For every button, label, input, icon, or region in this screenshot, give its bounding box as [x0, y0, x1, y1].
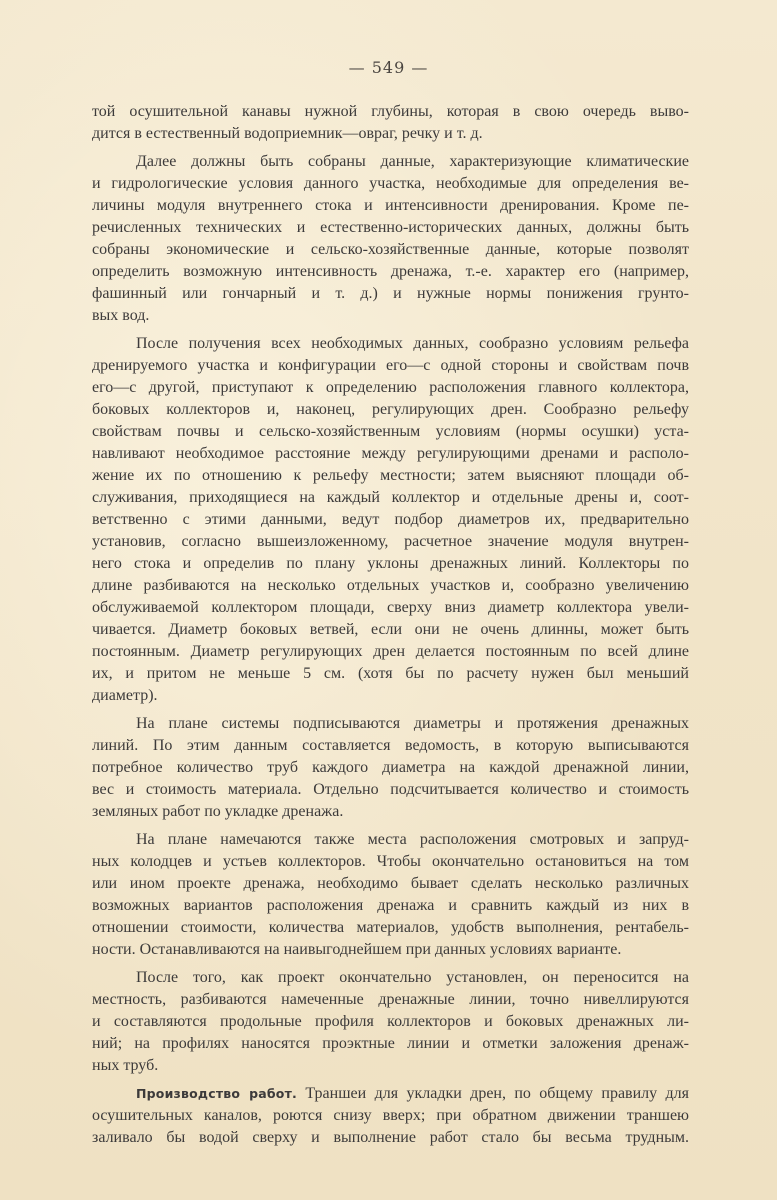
text-line: дится в естественный водоприемник—овраг, речку и т. д. [92, 125, 483, 142]
text-line: заливало бы водой сверху и выполнение работ стало бы весьма трудным. [92, 1129, 689, 1146]
text-line: или ином проекте дренажа, необходимо бывает сделать несколько различных [92, 875, 689, 892]
text-line: дренируемого участка и конфигурации его—с одной стороны и свойствам почв [92, 357, 689, 374]
text-line: диаметр). [92, 687, 158, 704]
text-line: осушительных каналов, роются снизу вверх; при обратном движении траншею [92, 1107, 689, 1124]
text-line: и гидрологические условия данного участка, необходимые для определения ве- [92, 175, 689, 192]
text-line: На плане системы подписываются диаметры и протяжения дренажных [136, 715, 689, 732]
text-line: собраны экономические и сельско-хозяйственные данные, которые позволят [92, 241, 689, 258]
text-line: ных колодцев и устьев коллекторов. Чтобы окончательно остановиться на том [92, 853, 689, 870]
text-line: свойствам почвы и сельско-хозяйственным условиям (нормы осушки) уста- [92, 423, 689, 440]
text-line: отношении стоимости, количества материалов, удобств выполнения, рентабель- [92, 919, 689, 936]
text-line: жение их по отношению к рельефу местности; затем выясняют площади об- [92, 467, 689, 484]
text-line: боковых коллекторов и, наконец, регулирующих дрен. Сообразно рельефу [92, 401, 689, 418]
text-line: земляных работ по укладке дренажа. [92, 803, 344, 820]
text-line: речисленных технических и естественно-исторических данных, должны быть [92, 219, 689, 236]
text-line: служивания, приходящиеся на каждый коллектор и отдельные дрены и, соот- [92, 489, 689, 506]
text-line: ний; на профилях наносятся проэктные линии и отметки заложения дренаж- [92, 1035, 689, 1052]
text-line: потребное количество труб каждого диаметра на каждой дренажной линии, [92, 759, 689, 776]
text-line: На плане намечаются также места расположения смотровых и запруд- [136, 831, 689, 848]
text-line: чивается. Диаметр боковых ветвей, если они не очень длинны, может быть [92, 621, 689, 638]
text-line: их, и притом не меньше 5 см. (хотя бы по расчету нужен был меньший [92, 665, 689, 682]
section-heading: Производство работ. [136, 1086, 297, 1101]
text-line: вых вод. [92, 307, 150, 324]
body-text [92, 101, 689, 1149]
text-line: После получения всех необходимых данных, сообразно условиям рельефа [136, 335, 689, 352]
text-line: навливают необходимое расстояние между регулирующими дренами и располо- [92, 445, 689, 462]
text-line: и составляются продольные профиля коллекторов и боковых дренажных ли- [92, 1013, 689, 1030]
paragraph [92, 101, 689, 145]
text-line: обслуживаемой коллектором площади, сверху вниз диаметр коллектора увели- [92, 599, 689, 616]
text-line: линий. По этим данным составляется ведомость, в которую выписываются [92, 737, 689, 754]
text-line: Далее должны быть собраны данные, характеризующие климатические [136, 153, 689, 170]
paragraph [92, 829, 689, 961]
text-line: После того, как проект окончательно установлен, он переносится на [136, 969, 689, 986]
text-line: длине разбиваются на несколько отдельных участков и, сообразно увеличению [92, 577, 689, 594]
text-line: возможных вариантов расположения дренажа и сравнить каждый из них в [92, 897, 689, 914]
text-line: личины модуля внутреннего стока и интенсивности дренирования. Кроме пе- [92, 197, 689, 214]
text-line: фашинный или гончарный и т. д.) и нужные нормы понижения грунто- [92, 285, 689, 302]
text-line: ности. Останавливаются на наивыгоднейшем при данных условиях варианте. [92, 941, 622, 958]
paragraph [92, 333, 689, 707]
text-line: той осушительной канавы нужной глубины, которая в свою очередь выво- [92, 103, 689, 120]
text-line: его—с другой, приступают к определению расположения главного коллектора, [92, 379, 689, 396]
text-line: ных труб. [92, 1057, 159, 1074]
text-line: установив, согласно вышеизложенному, расчетное значение модуля внутрен- [92, 533, 689, 550]
text-line: местность, разбиваются намеченные дренажные линии, точно нивеллируются [92, 991, 689, 1008]
text-line: него стока и определив по плану уклоны дренажных линий. Коллекторы по [92, 555, 689, 572]
paragraph [92, 1083, 689, 1149]
text-line: определить возможную интенсивность дренажа, т.-е. характер его (например, [92, 263, 689, 280]
text-line [92, 1083, 689, 1105]
text-line: постоянным. Диаметр регулирующих дрен делается постоянным по всей длине [92, 643, 689, 660]
text-line-content: Траншеи для укладки дрен, по общему правилу для [305, 1085, 690, 1102]
paragraph [92, 967, 689, 1077]
paragraph [92, 151, 689, 327]
paragraph [92, 713, 689, 823]
page-number: — 549 — [348, 58, 429, 77]
text-line: ветственно с этими данными, ведут подбор диаметров их, предварительно [92, 511, 689, 528]
text-line: вес и стоимость материала. Отдельно подсчитывается количество и стоимость [92, 781, 689, 798]
